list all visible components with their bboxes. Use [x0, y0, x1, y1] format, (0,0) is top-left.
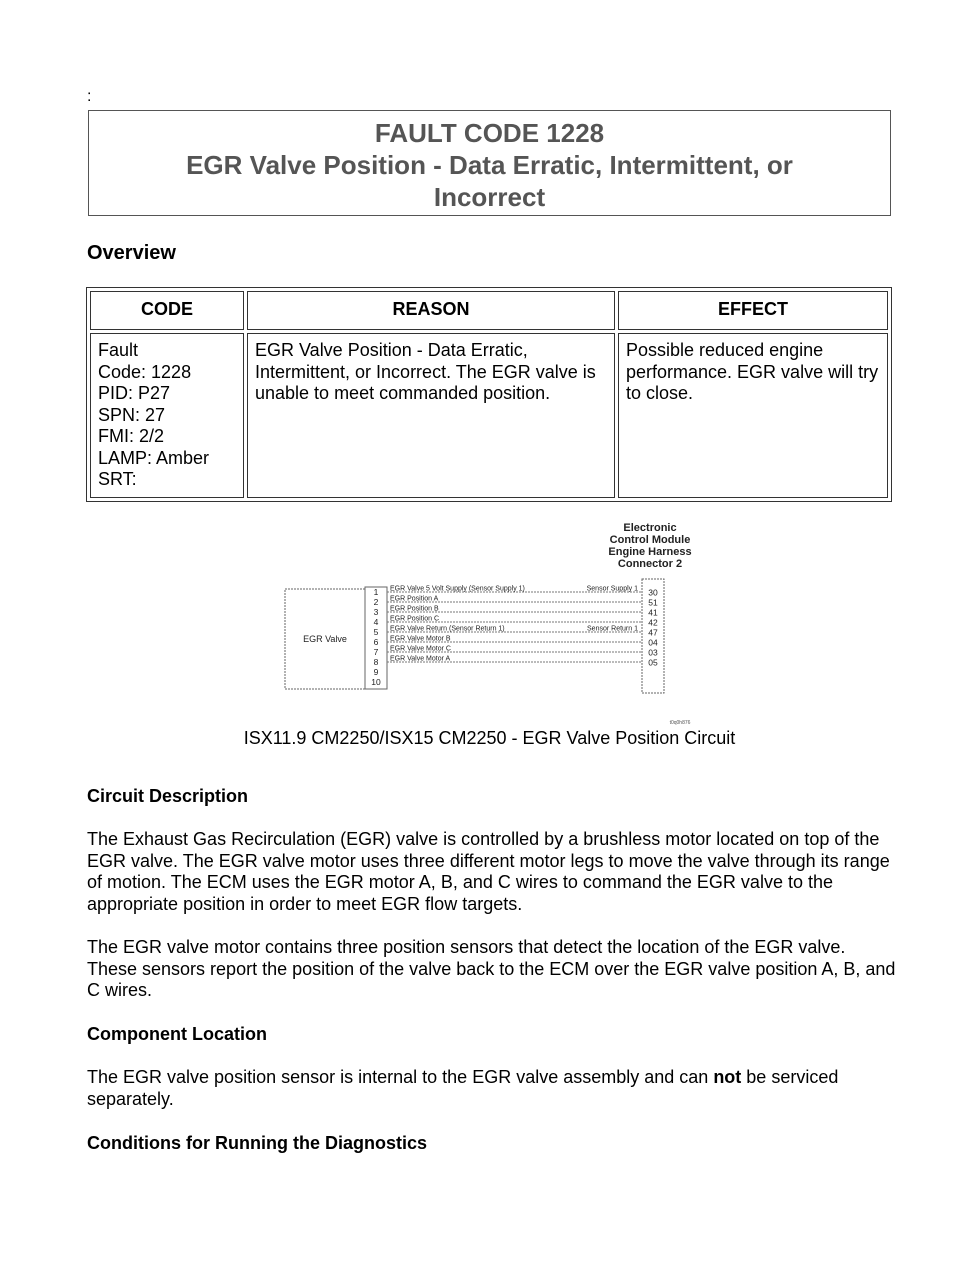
- component-location-paragraph: [87, 1067, 897, 1110]
- valve-pin-label: 1: [373, 587, 379, 597]
- component-location-heading: Component Location: [87, 1024, 267, 1044]
- effect-cell: Possible reduced engine performance. EGR valve will try to close.: [618, 333, 888, 498]
- conditions-heading: Conditions for Running the Diagnostics: [87, 1133, 427, 1153]
- fault-description-line1: EGR Valve Position - Data Erratic, Intermittent, or: [186, 150, 793, 180]
- wire-label: EGR Valve Motor A: [390, 655, 451, 663]
- ecm-pin-label: 47: [648, 627, 658, 638]
- figure-id: t0q0h876: [669, 720, 691, 726]
- wire-label: EGR Valve 5 Volt Supply (Sensor Supply 1): [390, 585, 525, 593]
- egr-circuit-diagram: [280, 517, 700, 727]
- overview-table: [86, 287, 892, 502]
- fault-code-title: FAULT CODE 1228: [374, 118, 605, 148]
- valve-pin-label: 8: [373, 657, 379, 667]
- valve-pin-label: 9: [373, 667, 379, 677]
- wire-right-label: Sensor Return 1: [587, 625, 638, 633]
- circuit-description-paragraph-2: The EGR valve motor contains three position sensors that detect the location of the EGR valve. These sensors report the position of the valve back to the ECM over the EGR valve position A, B, and C wires.: [87, 937, 896, 1000]
- leading-colon: :: [87, 88, 92, 105]
- valve-pin-label: 6: [373, 637, 379, 647]
- ecm-pin-label: 04: [648, 637, 658, 648]
- reason-cell: EGR Valve Position - Data Erratic, Intermittent, or Incorrect. The EGR valve is unable to meet commanded position.: [247, 333, 615, 498]
- component-text-bold: not: [713, 1067, 742, 1087]
- ecm-pin-label: 41: [648, 607, 658, 618]
- valve-pin-label: 5: [373, 627, 379, 637]
- circuit-description-paragraph-1: The Exhaust Gas Recirculation (EGR) valve is controlled by a brushless motor located on top of the EGR valve. The EGR valve motor uses three different motor legs to move the valve through its range of motion. The ECM uses the EGR motor A, B, and C wires to command the EGR valve to the appropriate position in order to meet EGR flow targets.: [87, 829, 890, 914]
- code-line: LAMP: Amber: [98, 447, 210, 468]
- header-effect: EFFECT: [618, 291, 888, 330]
- wire-label: EGR Valve Motor C: [390, 645, 451, 653]
- ecm-pin-label: 42: [648, 617, 658, 628]
- valve-pin-label: 3: [373, 607, 379, 617]
- code-line: Fault: [98, 340, 139, 360]
- table-row: [90, 333, 888, 498]
- valve-pin-label: 7: [373, 647, 379, 657]
- valve-pin-label: 10: [371, 677, 381, 687]
- egr-valve-label: EGR Valve: [303, 634, 347, 644]
- ecm-label-line: Engine Harness: [608, 546, 692, 558]
- title-box: [88, 110, 891, 216]
- code-line: PID: P27: [98, 383, 171, 403]
- fault-description-line2: Incorrect: [433, 182, 546, 212]
- header-reason: REASON: [247, 291, 615, 330]
- code-line: SPN: 27: [98, 404, 166, 425]
- wire-label: EGR Position B: [390, 605, 439, 613]
- valve-pin-label: 4: [373, 617, 379, 627]
- ecm-label-line: Electronic: [623, 522, 677, 534]
- ecm-label-line: Connector 2: [617, 558, 683, 570]
- wire-label: EGR Valve Return (Sensor Return 1): [390, 625, 505, 633]
- code-line: SRT:: [98, 469, 137, 489]
- table-header-row: [90, 291, 888, 330]
- ecm-pin-label: 05: [648, 657, 658, 668]
- figure-caption: ISX11.9 CM2250/ISX15 CM2250 - EGR Valve Position Circuit: [243, 728, 736, 748]
- code-line: Code: 1228: [98, 361, 192, 382]
- code-line: FMI: 2/2: [98, 426, 165, 446]
- wire-label: EGR Position C: [390, 615, 440, 623]
- ecm-label-line: Control Module: [609, 534, 691, 546]
- component-text-after: be serviced separately.: [87, 1067, 839, 1109]
- component-text-before: The EGR valve position sensor is internal to the EGR valve assembly and can: [87, 1067, 714, 1087]
- circuit-description-heading: Circuit Description: [87, 786, 249, 806]
- header-code: CODE: [90, 291, 244, 330]
- ecm-pin-label: 30: [648, 587, 658, 598]
- valve-pin-label: 2: [373, 597, 379, 607]
- ecm-pin-label: 51: [648, 597, 658, 608]
- wire-label: EGR Valve Motor B: [390, 635, 451, 643]
- code-cell: [90, 333, 244, 498]
- wire-right-label: Sensor Supply 1: [586, 585, 638, 593]
- ecm-pin-label: 03: [648, 647, 658, 658]
- overview-heading: Overview: [87, 242, 176, 264]
- wire-label: EGR Position A: [390, 595, 439, 603]
